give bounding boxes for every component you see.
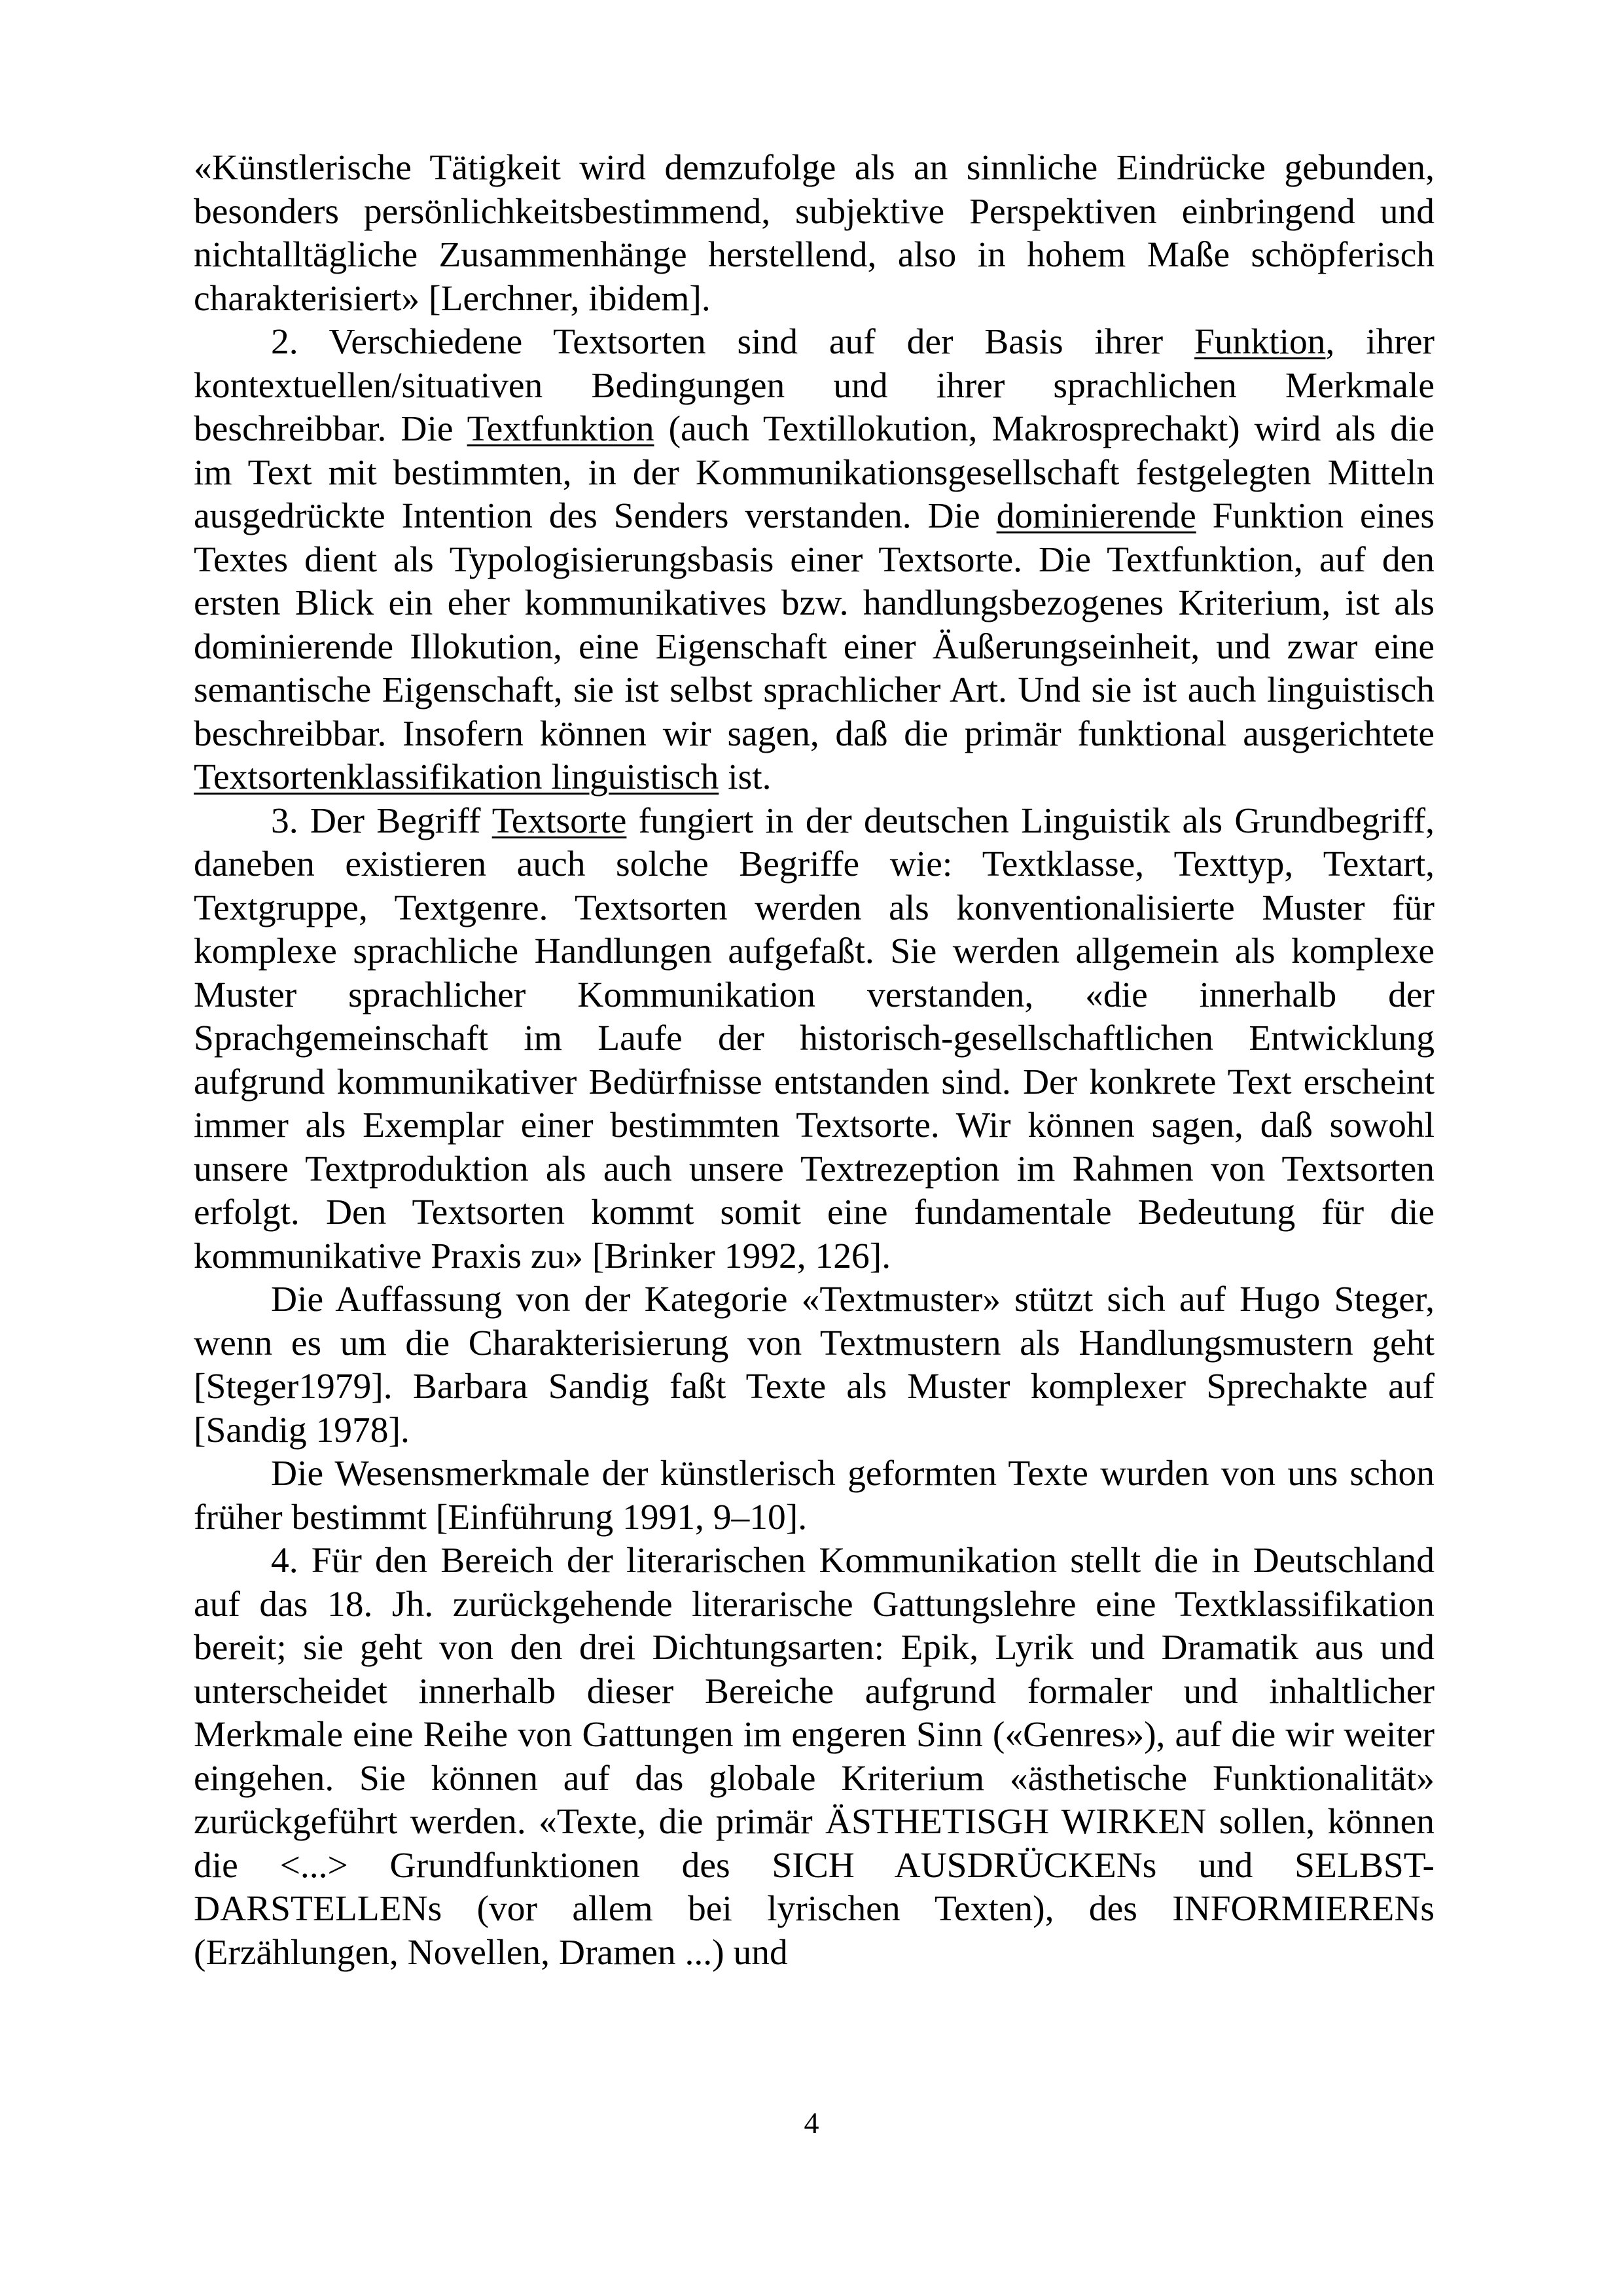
underlined-term-dominierende: dominierende [996, 496, 1196, 536]
text-span: «Künstlerische Tätigkeit wird demzufolge als an sinnliche Eindrücke gebunden, besonders persönlichkeitsbestimmend, subjektive Perspektiven einbringend und nichtalltägliche Zusammenhänge herstellend, also in hohem Maße schöpferisch charakterisiert» [Lerchner, ibidem]. [194, 148, 1435, 319]
text-span: , ihrer kontextuellen/situativen Bedingungen und ihrer sprachlichen Merkmale beschreibbar. Die [194, 322, 1435, 449]
paragraph-wesensmerkmale [194, 1452, 1435, 1539]
paragraph-textmuster [194, 1278, 1435, 1452]
underlined-term-textsortenklassifikation: Textsortenklassifikation linguistisch [194, 757, 719, 797]
paragraph-quote-lerchner [194, 147, 1435, 321]
text-span: Die Auffassung von der Kategorie «Textmuster» stützt sich auf Hugo Steger, wenn es um die Charakterisierung von Textmustern als Handlungsmustern geht [Steger1979]. Barbara Sandig faßt Texte als Muster komplexer Sprechakte auf [Sandig 1978]. [194, 1280, 1435, 1450]
text-span: 2. Verschiedene Textsorten sind auf der Basis ihrer [271, 322, 1195, 362]
page-number: 4 [804, 2106, 819, 2140]
paragraph-point-3 [194, 800, 1435, 1279]
text-span: Funktion eines Textes dient als Typologisierungsbasis einer Textsorte. Die Textfunktion, auf den ersten Blick ein eher kommunikatives bzw. handlungsbezogenes Kriterium, ist als dominierende Illokution, eine Eigenschaft einer Äußerungseinheit, und zwar eine semantische Eigenschaft, sie ist selbst sprachlicher Art. Und sie ist auch linguistisch beschreibbar. Insofern können wir sagen, daß die primär funktional ausgerichtete [194, 496, 1435, 754]
text-span: ist. [719, 757, 772, 797]
text-span: fungiert in der deutschen Linguistik als Grundbegriff, daneben existieren auch solche Begriffe wie: Textklasse, Texttyp, Textart, Textgruppe, Textgenre. Textsorten werden als konventionalisierte Muster für komplexe sprachliche Handlungen aufgefaßt. Sie werden allgemein als komplexe Muster sprachlicher Kommunikation verstanden, «die innerhalb der Sprachgemeinschaft im Laufe der historisch-gesellschaftlichen Entwicklung aufgrund kommunikativer Bedürfnisse entstanden sind. Der konkrete Text erscheint immer als Exemplar einer bestimmten Textsorte. Wir können sagen, daß sowohl unsere Textproduktion als auch unsere Textrezeption im Rahmen von Textsorten erfolgt. Den Textsorten kommt somit eine fundamentale Bedeutung für die kommunikative Praxis zu» [Brinker 1992, 126]. [194, 800, 1435, 1276]
document-page [194, 147, 1435, 1975]
text-span: (auch Textillokution, Makrosprechakt) wird als die im Text mit bestimmten, in der Kommunikationsgesellschaft festgelegten Mitteln ausgedrückte Intention des Senders verstanden. Die [194, 409, 1435, 536]
paragraph-point-4 [194, 1539, 1435, 1975]
paragraph-point-2 [194, 321, 1435, 800]
underlined-term-funktion: Funktion [1194, 322, 1326, 362]
text-span: 3. Der Begriff [271, 800, 492, 841]
underlined-term-textfunktion: Textfunktion [467, 409, 654, 449]
underlined-term-textsorte: Textsorte [491, 800, 627, 841]
text-span: 4. Für den Bereich der literarischen Kommunikation stellt die in Deutschland auf das 18. Jh. zurückgehende literarische Gattungslehre eine Textklassifikation bereit; sie geht von den drei Dichtungsarten: Epik, Lyrik und Dramatik aus und unterscheidet innerhalb dieser Bereiche aufgrund formaler und inhaltlicher Merkmale eine Reihe von Gattungen im engeren Sinn («Genres»), auf die wir weiter eingehen. Sie können auf das globale Kriterium «ästhetische Funktionalität» zurückgeführt werden. «Texte, die primär ÄSTHETISGH WIRKEN sollen, können die <...> Grundfunktionen des SICH AUSDRÜCKENs und SELBST-DARSTELLENs (vor allem bei lyrischen Texten), des INFORMIERENs (Erzählungen, Novellen, Dramen ...) und [194, 1541, 1435, 1973]
text-span: Die Wesensmerkmale der künstlerisch geformten Texte wurden von uns schon früher bestimmt [Einführung 1991, 9–10]. [194, 1454, 1435, 1537]
